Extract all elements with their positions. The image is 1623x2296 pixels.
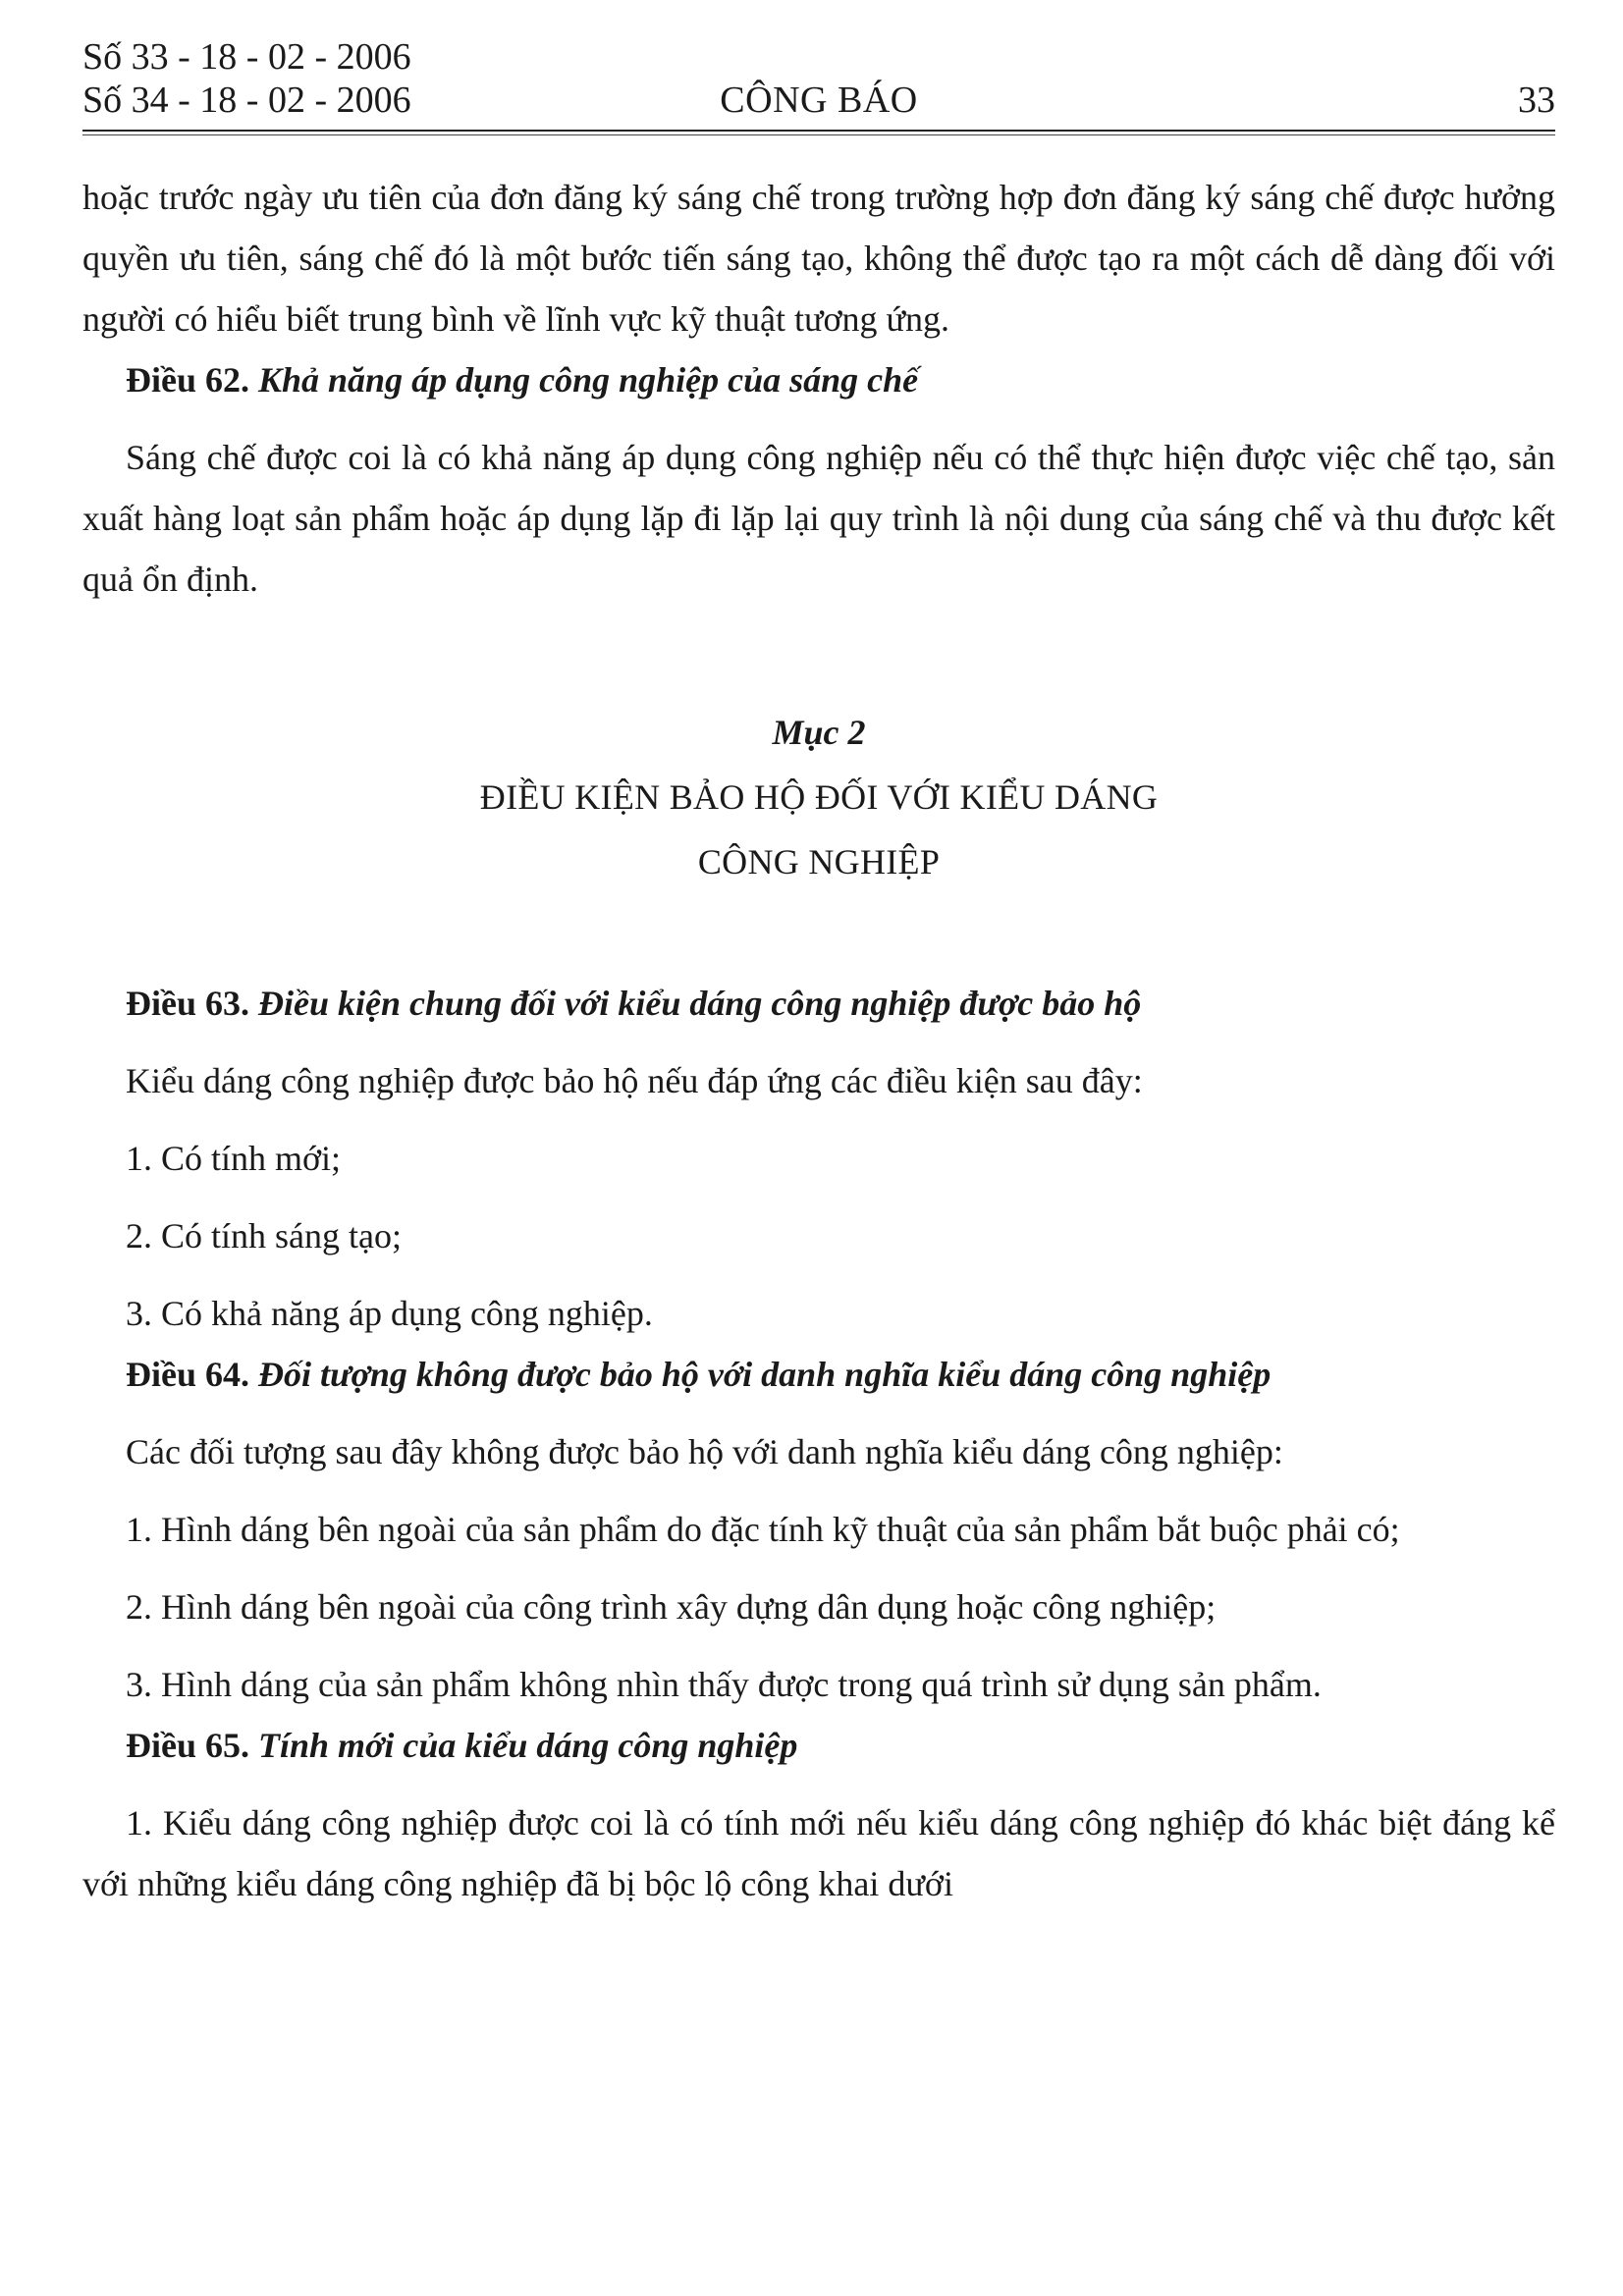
page-number: 33 bbox=[1518, 80, 1555, 121]
article-64-heading bbox=[82, 1344, 1555, 1405]
article-62-title: Khả năng áp dụng công nghiệp của sáng chế bbox=[258, 360, 919, 400]
article-62-body: Sáng chế được coi là có khả năng áp dụng công nghiệp nếu có thể thực hiện được việc chế tạo, sản xuất hàng loạt sản phẩm hoặc áp dụng lặp đi lặp lại quy trình là nội dung của sáng chế và thu được kết quả ổn định. bbox=[82, 438, 1555, 599]
article-63-label: Điều 63. bbox=[126, 984, 249, 1023]
page-body bbox=[82, 167, 1555, 1914]
article-62-label: Điều 62. bbox=[126, 360, 249, 400]
article-62-heading bbox=[82, 349, 1555, 410]
article-65-item-1: 1. Kiểu dáng công nghiệp được coi là có tính mới nếu kiểu dáng công nghiệp đó khác biệt đáng kể với những kiểu dáng công nghiệp đã bị bộc lộ công khai dưới bbox=[82, 1803, 1555, 1903]
article-63-item-3: 3. Có khả năng áp dụng công nghiệp. bbox=[126, 1294, 653, 1333]
article-63-item-2: 2. Có tính sáng tạo; bbox=[126, 1216, 402, 1255]
section-title-line-1: ĐIỀU KIỆN BẢO HỘ ĐỐI VỚI KIỂU DÁNG bbox=[479, 777, 1159, 817]
section-label: Mục 2 bbox=[772, 713, 866, 752]
article-65-heading bbox=[82, 1715, 1555, 1776]
article-65-title: Tính mới của kiểu dáng công nghiệp bbox=[258, 1726, 798, 1765]
article-64-item-3: 3. Hình dáng của sản phẩm không nhìn thấy được trong quá trình sử dụng sản phẩm. bbox=[126, 1665, 1322, 1704]
article-63-title: Điều kiện chung đối với kiểu dáng công nghiệp được bảo hộ bbox=[258, 984, 1142, 1023]
header-rule-thin bbox=[82, 134, 1555, 135]
continued-paragraph: hoặc trước ngày ưu tiên của đơn đăng ký sáng chế trong trường hợp đơn đăng ký sáng chế được hưởng quyền ưu tiên, sáng chế đó là một bước tiến sáng tạo, không thể được tạo ra một cách dễ dàng đối với người có hiểu biết trung bình về lĩnh vực kỹ thuật tương ứng. bbox=[82, 178, 1555, 339]
page-header bbox=[82, 35, 1555, 126]
article-64-item-1: 1. Hình dáng bên ngoài của sản phẩm do đặc tính kỹ thuật của sản phẩm bắt buộc phải có; bbox=[126, 1510, 1400, 1549]
article-64-item-2: 2. Hình dáng bên ngoài của công trình xây dựng dân dụng hoặc công nghiệp; bbox=[126, 1587, 1217, 1627]
article-63-intro: Kiểu dáng công nghiệp được bảo hộ nếu đáp ứng các điều kiện sau đây: bbox=[126, 1061, 1143, 1100]
section-heading bbox=[82, 700, 1555, 894]
issue-line-2: Số 34 - 18 - 02 - 2006 bbox=[82, 80, 411, 121]
article-64-intro: Các đối tượng sau đây không được bảo hộ với danh nghĩa kiểu dáng công nghiệp: bbox=[126, 1432, 1283, 1471]
article-65-label: Điều 65. bbox=[126, 1726, 249, 1765]
header-rule bbox=[82, 130, 1555, 132]
gazette-page bbox=[82, 35, 1555, 1903]
article-63-item-1: 1. Có tính mới; bbox=[126, 1139, 342, 1178]
section-title-line-2: CÔNG NGHIỆP bbox=[697, 842, 941, 881]
issue-line-1: Số 33 - 18 - 02 - 2006 bbox=[82, 36, 411, 78]
article-64-title: Đối tượng không được bảo hộ với danh nghĩa kiểu dáng công nghiệp bbox=[258, 1355, 1271, 1394]
article-64-label: Điều 64. bbox=[126, 1355, 249, 1394]
article-63-heading bbox=[82, 973, 1555, 1034]
publication-title: CÔNG BÁO bbox=[720, 80, 918, 121]
